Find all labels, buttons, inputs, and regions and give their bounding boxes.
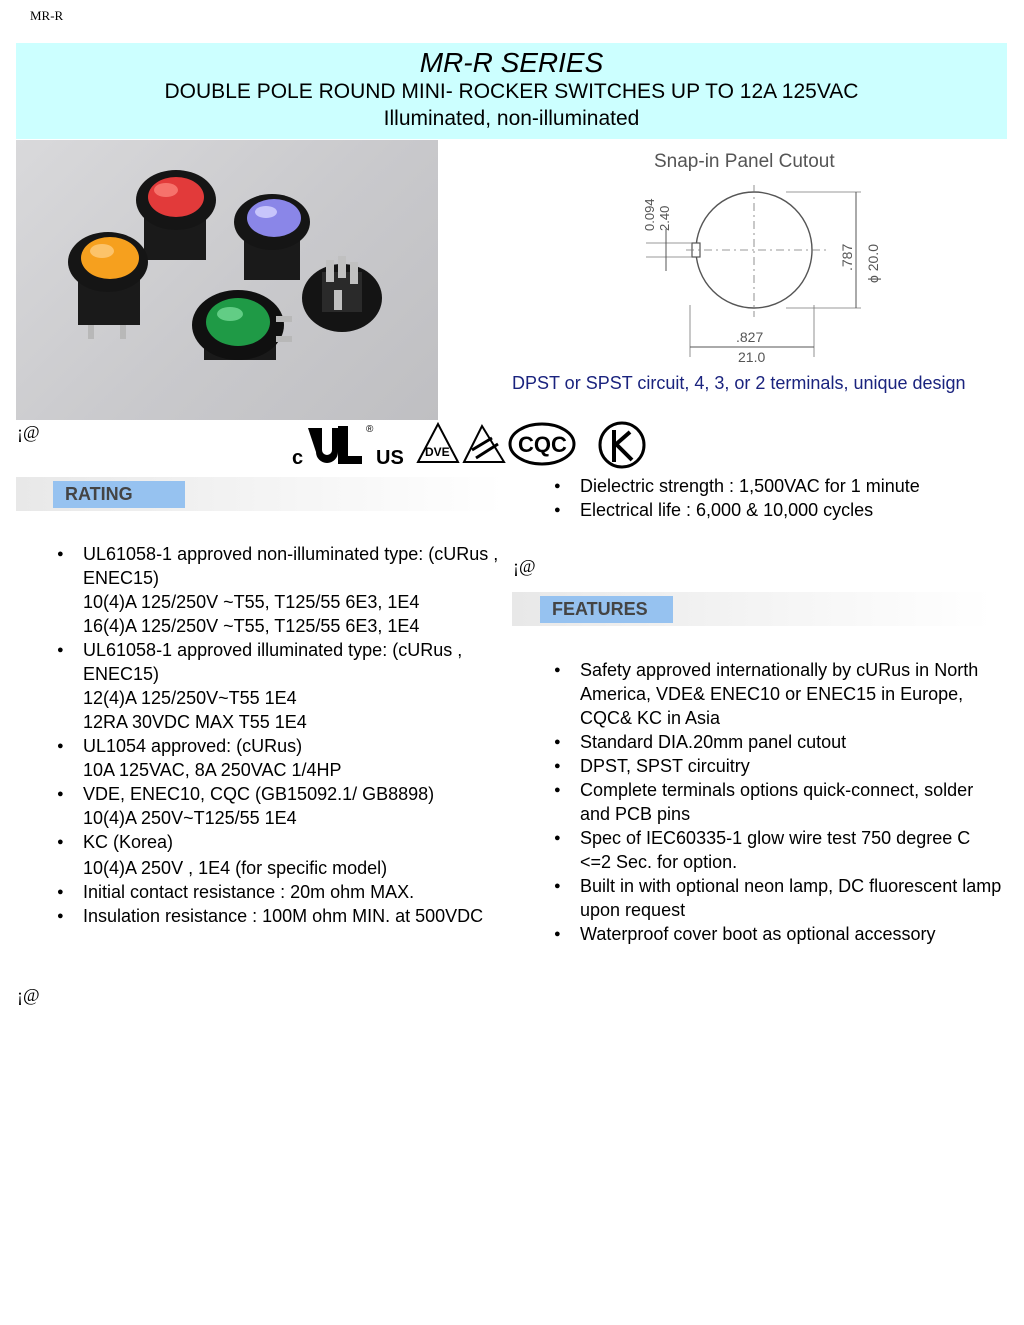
- product-photo: [16, 140, 438, 420]
- rear-switch-illustration: [302, 256, 382, 332]
- enec-logo: [464, 426, 504, 462]
- rating-item: [57, 904, 505, 928]
- marker-2: ¡@: [513, 556, 536, 576]
- green-switch-illustration: [192, 290, 292, 360]
- rating-item-spec-line: 16(4)A 125/250V ~T55, T125/55 6E3, 1E4: [83, 616, 420, 636]
- circuit-caption: DPST or SPST circuit, 4, 3, or 2 terminals, unique design: [512, 373, 966, 393]
- certification-logos: [292, 420, 654, 470]
- dim-width-mm: 21.0: [738, 349, 766, 365]
- ul-us-text: US: [376, 447, 404, 469]
- rating-list: [57, 542, 505, 928]
- dim-height-inch: .787: [839, 243, 855, 271]
- drawing-title: Snap-in Panel Cutout: [654, 151, 835, 172]
- dim-notch-inch: 0.094: [642, 198, 657, 231]
- features-list-container: [554, 658, 1002, 946]
- rating-item: [57, 782, 505, 830]
- rating-item: [57, 830, 505, 880]
- rating-item-spec-line: 10(4)A 250V , 1E4 (for specific model): [83, 858, 388, 878]
- purple-switch-illustration: [234, 194, 310, 280]
- rating-item: [57, 638, 505, 734]
- rating-continuation-list: [554, 474, 1004, 522]
- rating-header-bar: [16, 477, 504, 511]
- rating-item-spec-line: 10(4)A 250V~T125/55 1E4: [83, 808, 297, 828]
- rating-item-spec-line: 12RA 30VDC MAX T55 1E4: [83, 712, 307, 732]
- cqc-logo: [510, 424, 574, 464]
- features-list: [554, 658, 1002, 946]
- ul-c-text: c: [292, 447, 304, 469]
- dim-height-mm: ϕ 20.0: [865, 244, 881, 283]
- kc-logo: [600, 423, 644, 467]
- rating-list-container: [57, 542, 505, 928]
- feature-item: ● Standard DIA.20mm panel cutout: [554, 730, 1002, 754]
- rating-item-text: Initial contact resistance : 20m ohm MAX.: [83, 882, 415, 902]
- vde-logo-text: DVE: [425, 445, 450, 459]
- dim-notch-mm: 2.40: [657, 205, 672, 231]
- rating-item-text: UL61058-1 approved non-illuminated type: (cURus , ENEC15): [83, 544, 499, 588]
- vde-logo: [418, 424, 458, 462]
- rating-item: [57, 880, 505, 904]
- rating-continuation-container: [554, 474, 1004, 522]
- rating-item-text: UL1054 approved: (cURus): [83, 736, 303, 756]
- rating-item-text: Insulation resistance : 100M ohm MIN. at 500VDC: [83, 906, 484, 926]
- dim-width-inch: .827: [736, 329, 764, 345]
- rating-item-text: VDE, ENEC10, CQC (GB15092.1/ GB8898): [83, 784, 435, 804]
- rating-header: RATING: [53, 481, 185, 508]
- feature-item: ● Waterproof cover boot as optional accessory: [554, 922, 1002, 946]
- features-header: FEATURES: [540, 596, 673, 623]
- rating-item: [57, 542, 505, 638]
- red-switch-illustration: [136, 170, 216, 260]
- rating-item-text: KC (Korea): [83, 832, 174, 852]
- rating-item-spec-line: 10A 125VAC, 8A 250VAC 1/4HP: [83, 760, 342, 780]
- features-header-bar: [512, 592, 992, 626]
- rating-item-spec-line: 10(4)A 125/250V ~T55, T125/55 6E3, 1E4: [83, 592, 420, 612]
- ul-registered-mark: ®: [366, 424, 374, 435]
- title-banner: [16, 43, 1007, 139]
- feature-item: ● Spec of IEC60335-1 glow wire test 750 degree C <=2 Sec. for option.: [554, 826, 1002, 874]
- series-title: MR-R SERIES: [419, 47, 604, 78]
- document-label: MR-R: [30, 8, 64, 23]
- ul-logo: [292, 424, 404, 469]
- feature-item: ● Built in with optional neon lamp, DC fluorescent lamp upon request: [554, 874, 1002, 922]
- series-subtitle-2: Illuminated, non-illuminated: [383, 107, 640, 130]
- feature-item: ● Complete terminals options quick-connect, solder and PCB pins: [554, 778, 1002, 826]
- cqc-logo-text: CQC: [518, 432, 567, 457]
- rating-item-spec-line: 12(4)A 125/250V~T55 1E4: [83, 688, 297, 708]
- orange-switch-illustration: [68, 232, 148, 339]
- marker-3: ¡@: [17, 985, 40, 1005]
- panel-cutout-drawing: [636, 145, 886, 370]
- marker-1: ¡@: [17, 422, 40, 442]
- feature-item: ● Safety approved internationally by cURus in North America, VDE& ENEC10 or ENEC15 in Europe, CQC& KC in Asia: [554, 658, 1002, 730]
- series-subtitle: DOUBLE POLE ROUND MINI- ROCKER SWITCHES UP TO 12A 125VAC: [164, 80, 859, 103]
- rating-item: ● Electrical life : 6,000 & 10,000 cycles: [554, 498, 1004, 522]
- rating-item: ● Dielectric strength : 1,500VAC for 1 minute: [554, 474, 1004, 498]
- rating-item-text: UL61058-1 approved illuminated type: (cURus , ENEC15): [83, 640, 463, 684]
- rating-item: [57, 734, 505, 782]
- feature-item: ● DPST, SPST circuitry: [554, 754, 1002, 778]
